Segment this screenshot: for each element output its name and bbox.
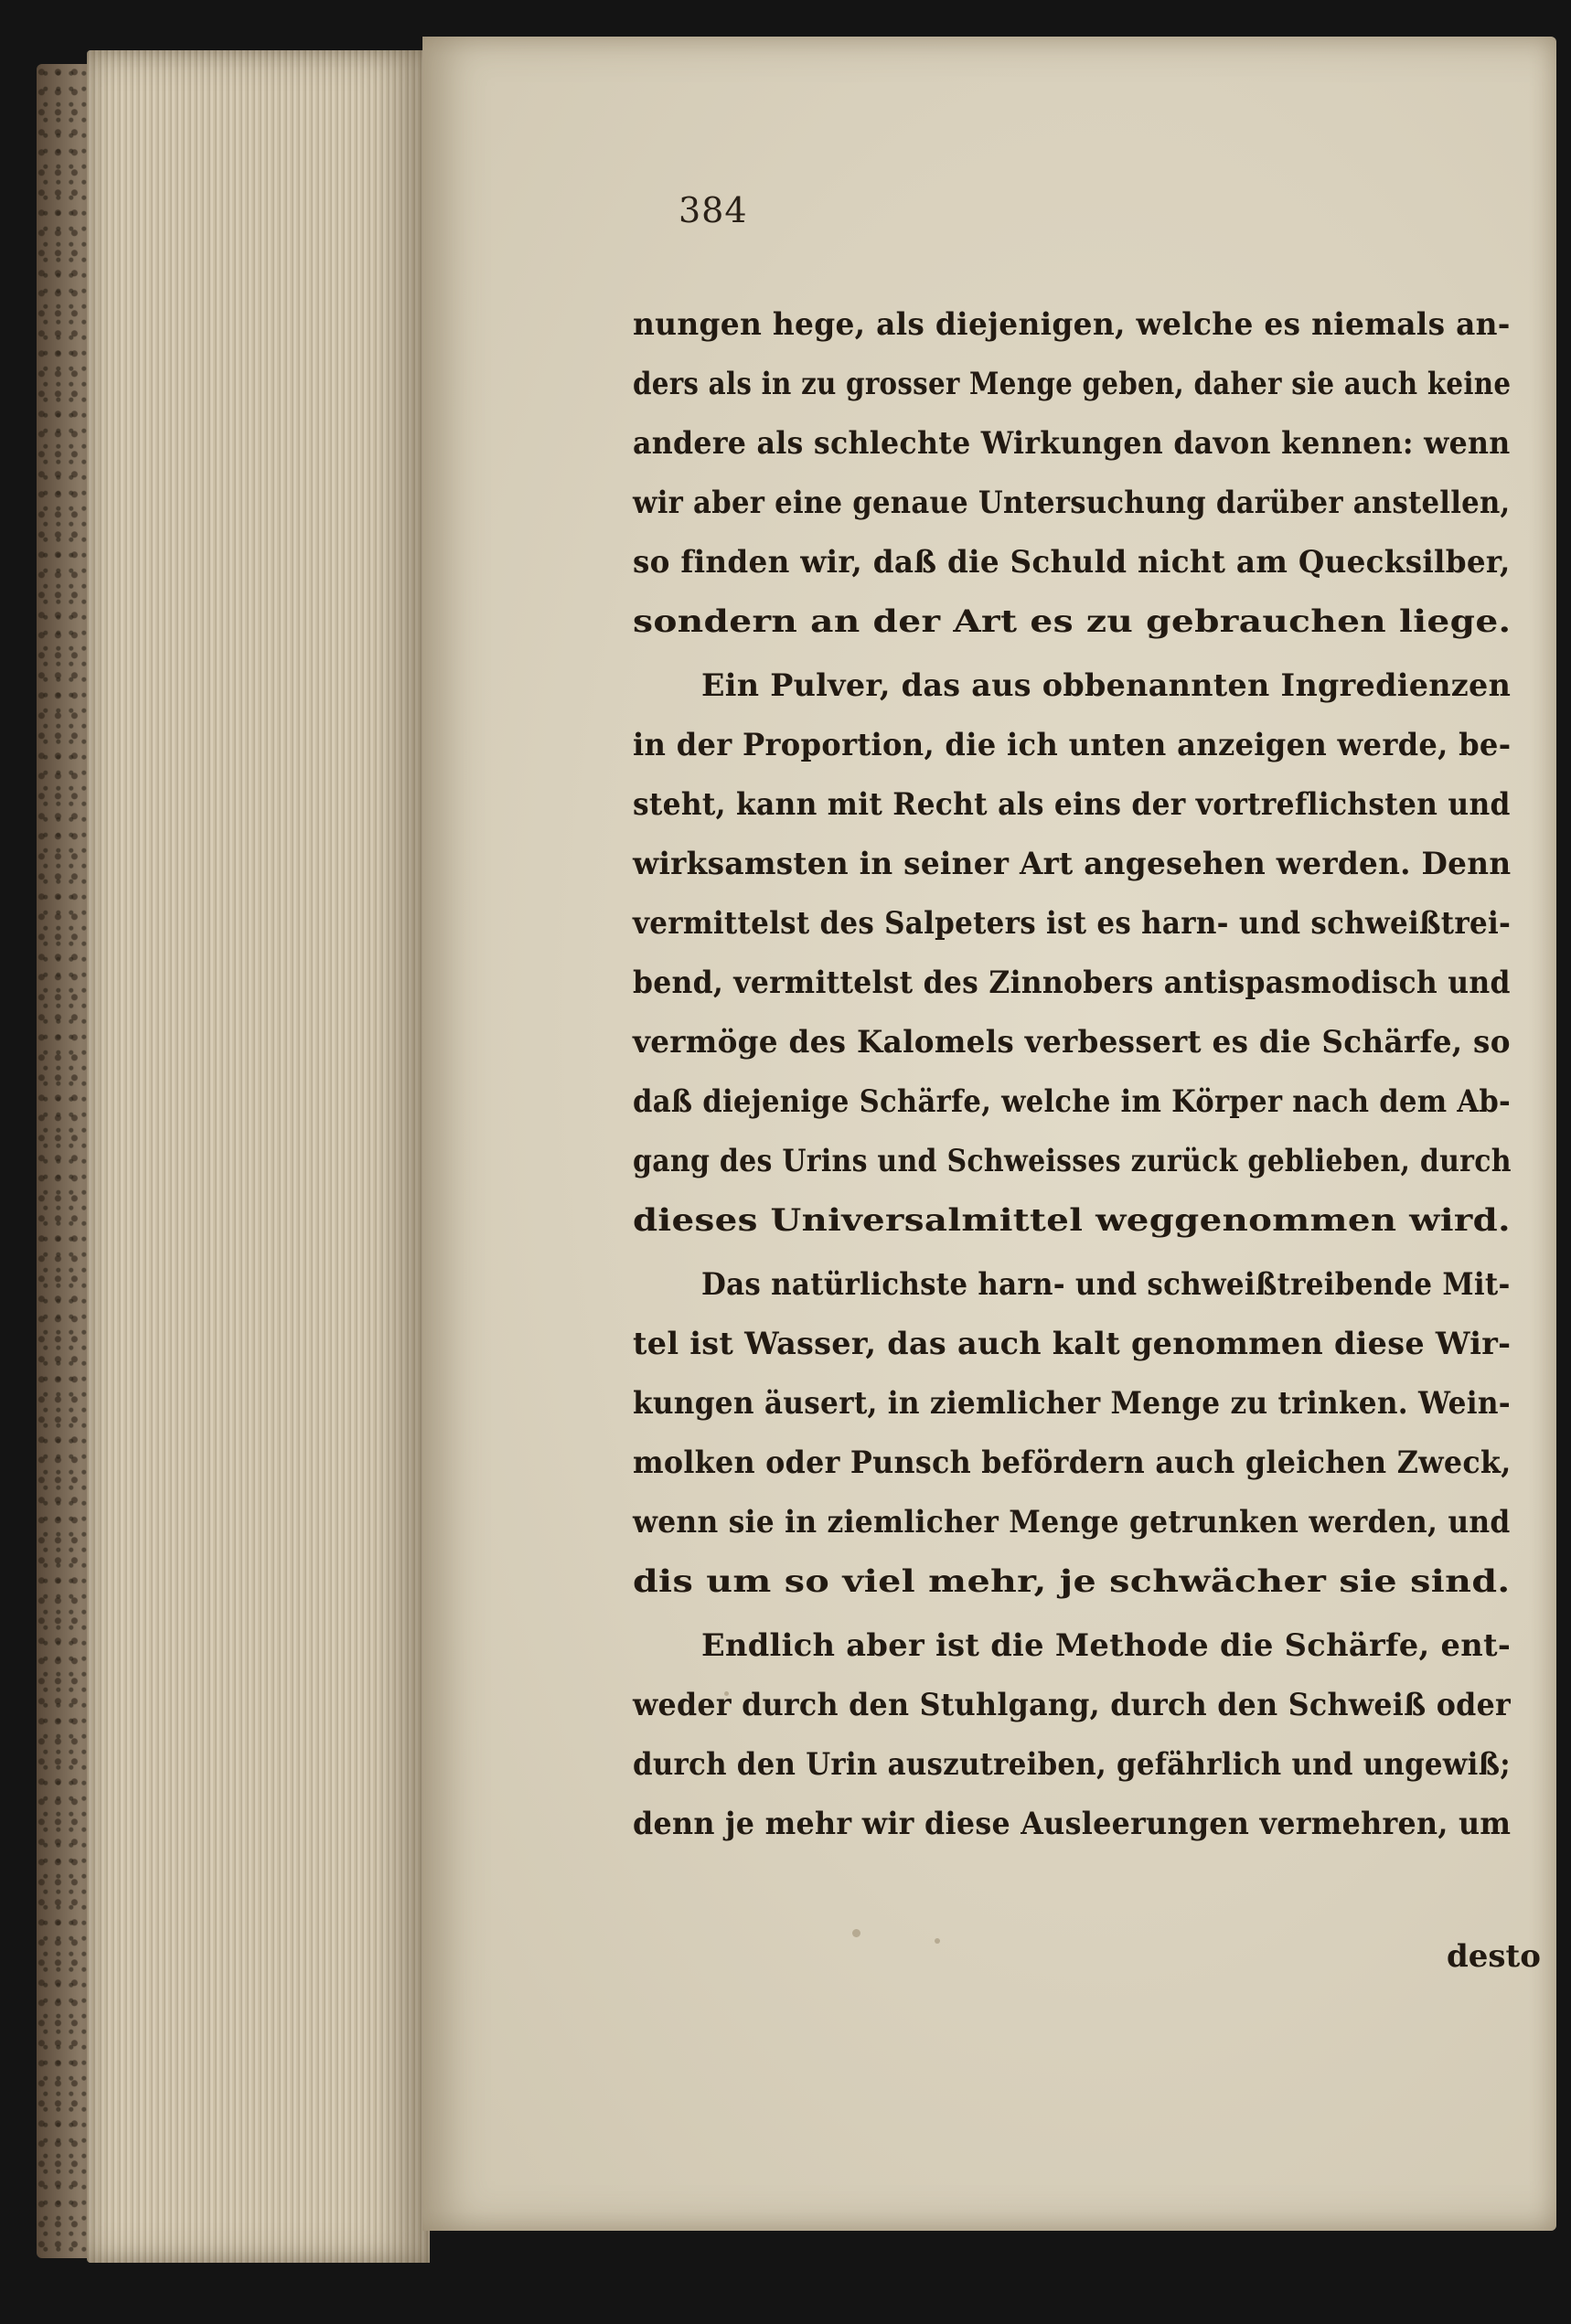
text-line: Ein Pulver, das aus obbenannten Ingredienzen bbox=[701, 667, 1512, 704]
text-line: denn je mehr wir diese Ausleerungen vermehren, um bbox=[633, 1806, 1512, 1842]
text-line: wirksamsten in seiner Art angesehen werden. Denn bbox=[633, 846, 1512, 882]
text-line: tel ist Wasser, das auch kalt genommen diese Wir- bbox=[633, 1326, 1512, 1362]
text-line: gang des Urins und Schweisses zurück geblieben, durch bbox=[633, 1143, 1512, 1179]
text-line: steht, kann mit Recht als eins der vortreflichsten und bbox=[633, 786, 1511, 823]
text-line: molken oder Punsch befördern auch gleichen Zweck, bbox=[633, 1445, 1512, 1481]
paper-speck bbox=[724, 1691, 729, 1696]
text-line: wir aber eine genaue Untersuchung darüber anstellen, bbox=[633, 485, 1511, 521]
text-line: daß diejenige Schärfe, welche im Körper nach dem Ab- bbox=[633, 1083, 1512, 1120]
text-line: bend, vermittelst des Zinnobers antispasmodisch und bbox=[633, 965, 1511, 1001]
text-line: weder durch den Stuhlgang, durch den Schweiß oder bbox=[633, 1687, 1512, 1723]
text-line: durch den Urin auszutreiben, gefährlich und ungewiß; bbox=[633, 1746, 1511, 1783]
paper-speck bbox=[935, 1938, 940, 1944]
text-line: sondern an der Art es zu gebrauchen liege. bbox=[633, 603, 1512, 640]
text-line: in der Proportion, die ich unten anzeigen werde, be- bbox=[633, 727, 1512, 763]
text-line: kungen äusert, in ziemlicher Menge zu trinken. Wein- bbox=[633, 1385, 1512, 1422]
text-line: andere als schlechte Wirkungen davon kennen: wenn bbox=[633, 425, 1511, 462]
text-line: dieses Universalmittel weggenommen wird. bbox=[633, 1202, 1511, 1239]
text-line: Endlich aber ist die Methode die Schärfe, ent- bbox=[701, 1627, 1512, 1664]
text-line: dis um so viel mehr, je schwächer sie sind. bbox=[633, 1563, 1511, 1600]
text-line: wenn sie in ziemlicher Menge getrunken werden, und bbox=[633, 1504, 1511, 1540]
paper-speck bbox=[852, 1929, 860, 1937]
page-block-edges bbox=[87, 50, 430, 2263]
text-line: vermittelst des Salpeters ist es harn- und schweißtrei- bbox=[633, 905, 1512, 942]
text-line: nungen hege, als diejenigen, welche es niemals an- bbox=[633, 306, 1511, 343]
page-number: 384 bbox=[679, 190, 748, 230]
catchword: desto bbox=[1447, 1938, 1541, 1975]
text-line: ders als in zu grosser Menge geben, daher sie auch keine bbox=[633, 366, 1512, 402]
text-line: vermöge des Kalomels verbessert es die Schärfe, so bbox=[633, 1024, 1511, 1061]
book-page bbox=[422, 37, 1556, 2231]
text-line: Das natürlichste harn- und schweißtreibende Mit- bbox=[701, 1266, 1511, 1303]
text-line: so finden wir, daß die Schuld nicht am Quecksilber, bbox=[633, 544, 1511, 581]
